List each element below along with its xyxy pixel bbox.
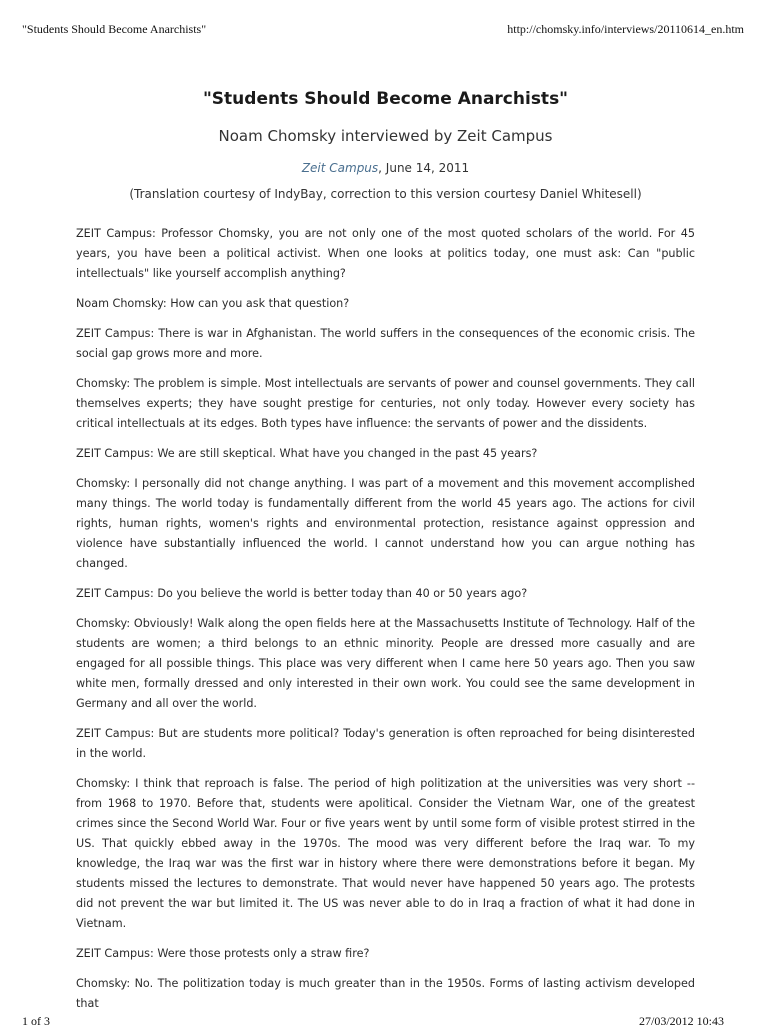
paragraph: ZEIT Campus: Were those protests only a straw fire? — [76, 947, 370, 960]
paragraph: Chomsky: I personally did not change anything. I was part of a movement and this movement accomplished many things. The world today is fundamentally different from the world 45 years ago. The actions for civil rights, human rights, women's rights and environmental protection, resistance against oppression and violence have substantially influenced the world. I cannot understand how you can argue nothing has changed. — [76, 477, 695, 570]
translation-note: (Translation courtesy of IndyBay, correction to this version courtesy Daniel Whitesell) — [129, 187, 642, 201]
paragraph: ZEIT Campus: There is war in Afghanistan. The world suffers in the consequences of the economic crisis. The social gap grows more and more. — [76, 327, 695, 360]
source-link[interactable]: Zeit Campus — [301, 161, 379, 175]
paragraph: Chomsky: Obviously! Walk along the open fields here at the Massachusetts Institute of Technology. Half of the students are women; a third belongs to an ethnic minority. People are dressed more casually and are engaged for all possible things. This place was very different when I came here 50 years ago. Then you saw white men, formally dressed and only interested in their own work. You could see the same development in Germany and all over the world. — [76, 617, 695, 710]
print-timestamp: 27/03/2012 10:43 — [638, 1014, 724, 1028]
paragraph: ZEIT Campus: We are still skeptical. What have you changed in the past 45 years? — [76, 447, 538, 460]
article-title: "Students Should Become Anarchists" — [202, 89, 569, 109]
paragraph: Chomsky: No. The politization today is much greater than in the 1950s. Forms of lasting activism developed that — [76, 977, 695, 1010]
paragraph: Chomsky: The problem is simple. Most intellectuals are servants of power and counsel governments. They call themselves experts; they have sought prestige for centuries, not only today. However every society has critical intellectuals at its edges. Both types have influence: the servants of power and the dissidents. — [76, 377, 695, 430]
print-header-title: "Students Should Become Anarchists" — [22, 22, 207, 36]
article-subtitle: Noam Chomsky interviewed by Zeit Campus — [218, 127, 553, 145]
paragraph: Chomsky: I think that reproach is false. The period of high politization at the universities was very short -- from 1968 to 1970. Before that, students were apolitical. Consider the Vietnam War, one of the greatest crimes since the Second World War. Four or five years went by until some form of visible protest stirred in the US. That quickly ebbed away in the 1970s. The mood was very different before the Iraq war. To my knowledge, the Iraq war was the first war in history where there were demonstrations before it began. My students missed the lectures to demonstrate. That would never have happened 50 years ago. The protests did not prevent the war but limited it. The US was never able to do in Iraq a fraction of what it had done in Vietnam. — [76, 777, 695, 930]
page-number: 1 of 3 — [22, 1014, 50, 1028]
article-dateline — [76, 160, 695, 176]
paragraph: Noam Chomsky: How can you ask that question? — [76, 297, 350, 310]
print-header-url: http://chomsky.info/interviews/20110614_en.htm — [507, 22, 744, 36]
print-footer — [22, 1014, 746, 1030]
print-header — [22, 22, 746, 38]
article-date: , June 14, 2011 — [378, 161, 470, 175]
paragraph: ZEIT Campus: But are students more political? Today's generation is often reproached for being disinterested in the world. — [76, 727, 695, 760]
article — [76, 88, 695, 1024]
article-body — [76, 224, 695, 1014]
paragraph: ZEIT Campus: Professor Chomsky, you are not only one of the most quoted scholars of the world. For 45 years, you have been a political activist. When one looks at politics today, one must ask: Can "public intellectuals" like yourself accomplish anything? — [76, 227, 695, 280]
paragraph: ZEIT Campus: Do you believe the world is better today than 40 or 50 years ago? — [76, 587, 528, 600]
